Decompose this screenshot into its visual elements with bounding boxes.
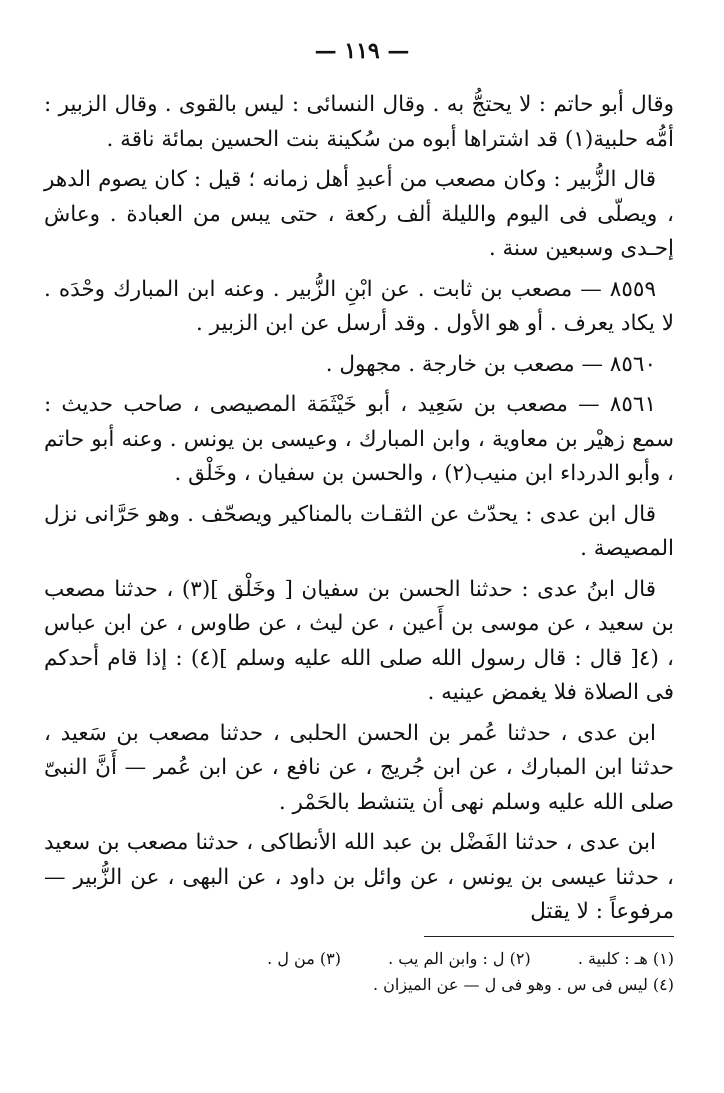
footnote-2: (٢) ل : وابن الم يب . xyxy=(388,949,531,968)
entry-8561: ٨٥٦١ — مصعب بن سَعِيد ، أبو خَيْثَمَة المصيصى ، صاحب حديث : سمع زهيْر بن معاوية ، وابن المبارك ، وعيسى بن يونس . وعنه أبو حاتم ، وأبو الدرداء ابن منيب(٢) ، والحسن بن سفيان ، وخَلْق . xyxy=(44,392,674,486)
footnote-line-1 xyxy=(44,946,674,972)
entry-8559: ٨٥٥٩ — مصعب بن ثابت . عن ابْنِ الزُّبير . وعنه ابن المبارك وحْدَه . لا يكاد يعرف . أو هو الأول . وقد أرسل عن ابن الزبير . xyxy=(44,276,674,336)
footnote-3: (٣) من ل . xyxy=(267,949,341,968)
entry-8560: ٨٥٦٠ — مصعب بن خارجة . مجهول . xyxy=(325,351,656,377)
paragraph-ibn-adi-2: قال ابنُ عدى : حدثنا الحسن بن سفيان [ وخَلْق ](٣) ، حدثنا مصعب بن سعيد ، عن موسى بن أَعين ، عن ليث ، عن طاوس ، عن ابن عباس ، (٤[ قال : قال رسول الله صلى الله عليه وسلم ](٤) : إذا قام أحدكم فى الصلاة فلا يغمض عينيه . xyxy=(44,576,674,705)
footnotes xyxy=(44,946,674,998)
page-number: — ١١٩ — xyxy=(314,38,410,64)
paragraph-abu-hatim: وقال أبو حاتم : لا يحتجُّ به . وقال النسائى : ليس بالقوى . وقال الزبير : أمُّه حلبية(١) قد اشتراها أبوه من سُكينة بنت الحسين بمائة ناقة . xyxy=(44,92,674,152)
footnote-divider xyxy=(424,936,674,937)
paragraph-ibn-adi-1: قال ابن عدى : يحدّث عن الثقـات بالمناكير ويصحّف . وهو حَرَّانى نزل المصيصة . xyxy=(44,501,674,561)
paragraph-zubayr: قال الزُّبير : وكان مصعب من أعبدِ أهل زمانه ؛ قيل : كان يصوم الدهر ، ويصلّى فى اليوم والليلة ألف ركعة ، حتى يبس من العبادة . وعاش إحـدى وسبعين سنة . xyxy=(44,167,674,261)
footnote-1: (١) هـ : كلبية . xyxy=(577,949,674,968)
main-text xyxy=(44,88,674,936)
paragraph-ibn-adi-4: ابن عدى ، حدثنا الفَضْل بن عبد الله الأنطاكى ، حدثنا مصعب بن سعيد ، حدثنا عيسى بن يونس ، عن وائل بن داود ، عن البهى ، عن الزُّبير — مرفوعاً : لا يقتل xyxy=(44,830,674,924)
paragraph-ibn-adi-3: ابن عدى ، حدثنا عُمر بن الحسن الحلبى ، حدثنا مصعب بن سَعيد ، حدثنا ابن المبارك ، عن ابن جُريج ، عن نافع ، عن ابن عُمر — أَنَّ النبىّ صلى الله عليه وسلم نهى أن يتنشط بالحَمْر . xyxy=(44,720,674,815)
footnote-4: (٤) ليس فى س . وهو فى ل — عن الميزان . xyxy=(372,975,674,994)
